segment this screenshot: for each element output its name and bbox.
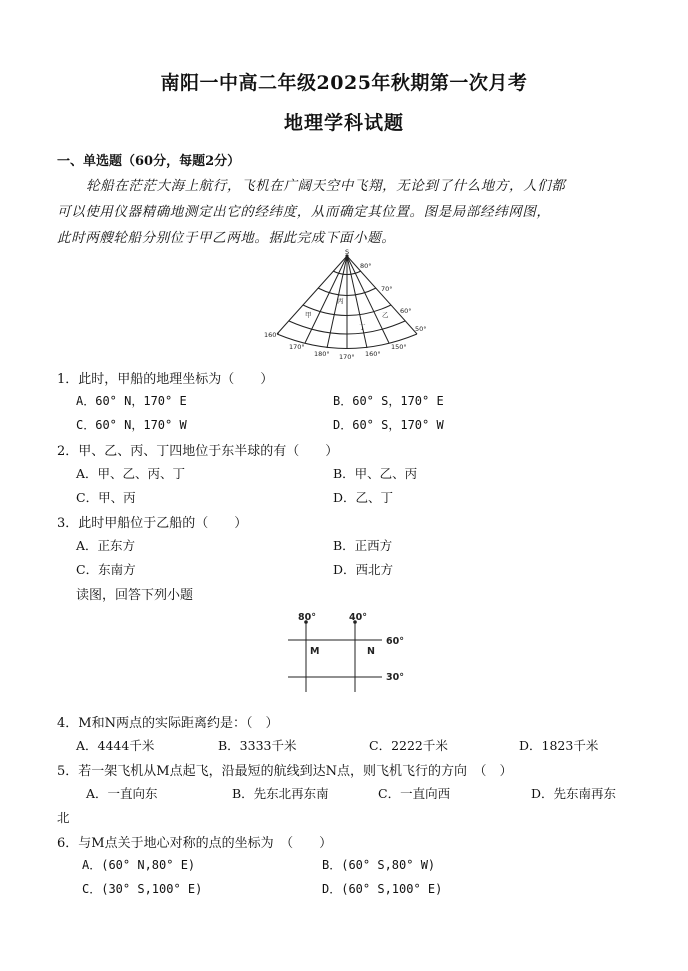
section-heading: 一、单选题（60分，每题2分） [57,154,241,169]
question-2-option-d: D．乙、丁 [333,490,394,505]
question-1-option-b: B．60° S，170° E [333,394,444,408]
question-5-option-a: A．一直向东 [86,786,158,801]
question-5-option-b: B．先东北再东南 [232,786,329,801]
grid-lat-60: 60° [386,636,404,647]
lat-label-60: 60° [400,307,412,315]
passage-line-3: 此时两艘轮船分别位于甲乙两地。据此完成下面小题。 [57,230,396,246]
question-4-option-a: A．4444千米 [76,738,155,753]
lon-label-180: 180° [314,350,330,358]
grid-lon-80: 80° [298,612,316,623]
grid-lon-40: 40° [349,612,367,623]
graticule-figure [255,248,445,362]
question-3-option-c: C．东南方 [76,562,136,577]
question-3-stem: 3．此时甲船位于乙船的（ ） [57,516,248,531]
question-4-option-d: D．1823千米 [519,738,599,753]
exam-subtitle: 地理学科试题 [283,112,404,134]
question-2-option-c: C．甲、丙 [76,490,136,505]
lon-label-160w: 160° [264,331,280,339]
question-5-option-c: C．一直向西 [378,786,451,801]
lon-label-170w: 170° [289,343,305,351]
lon-label-170e: 170° [339,353,355,361]
question-5-option-d-wrap: 北 [57,810,70,825]
question-2-option-a: A．甲、乙、丙、丁 [76,466,186,481]
question-4-option-b: B．3333千米 [218,738,297,753]
question-3-option-b: B．正西方 [333,538,393,553]
question-4-stem: 4．M和N两点的实际距离约是：（ ） [57,716,279,731]
question-3-option-d: D．西北方 [333,562,394,577]
passage-line-2: 可以使用仪器精确地测定出它的经纬度，从而确定其位置。图是局部经纬网图， [57,204,551,220]
question-6-option-d: D．(60° S,100° E) [322,882,443,896]
question-4-option-c: C．2222千米 [369,738,448,753]
lon-label-150e: 150° [391,343,407,351]
question-1-option-c: C．60° N，170° W [76,418,187,432]
intro-text-2: 读图，回答下列小题 [76,588,194,603]
question-5-stem: 5．若一架飞机从M点起飞，沿最短的航线到达N点，则飞机飞行的方向 （ ） [57,764,513,779]
lat-label-50: 50° [415,325,427,333]
lat-label-70: 70° [381,285,393,293]
exam-title: 南阳一中高二年级2025年秋期第一次月考 [160,72,528,94]
pole-label: S [345,248,350,256]
question-2-stem: 2．甲、乙、丙、丁四地位于东半球的有（ ） [57,444,339,459]
grid-lat-30: 30° [386,672,404,683]
point-n-label: N [367,646,375,657]
lon-label-160e: 160° [365,350,381,358]
place-label-yi: 乙 [382,311,389,319]
question-3-option-a: A．正东方 [76,538,136,553]
question-1-stem: 1．此时，甲船的地理坐标为（ ） [57,372,274,387]
passage-line-1: 轮船在茫茫大海上航行，飞机在广阔天空中飞翔，无论到了什么地方，人们都 [86,178,566,194]
question-1-option-a: A．60° N，170° E [76,394,187,408]
question-5-option-d: D．先东南再东 [531,786,617,801]
question-2-option-b: B．甲、乙、丙 [333,466,418,481]
place-label-bing: 丙 [337,297,344,305]
question-1-option-d: D．60° S，170° W [333,418,444,432]
question-6-option-b: B．(60° S,80° W) [322,858,436,872]
place-label-jia: 甲 [305,311,312,319]
point-m-label: M [310,646,320,657]
grid-figure [282,610,412,696]
place-label-ding: 丁 [359,323,366,331]
lat-label-80: 80° [360,262,372,270]
question-6-option-c: C．(30° S,100° E) [82,882,203,896]
question-6-option-a: A．(60° N,80° E) [82,858,196,872]
question-6-stem: 6．与M点关于地心对称的点的坐标为 （ ） [57,836,333,851]
